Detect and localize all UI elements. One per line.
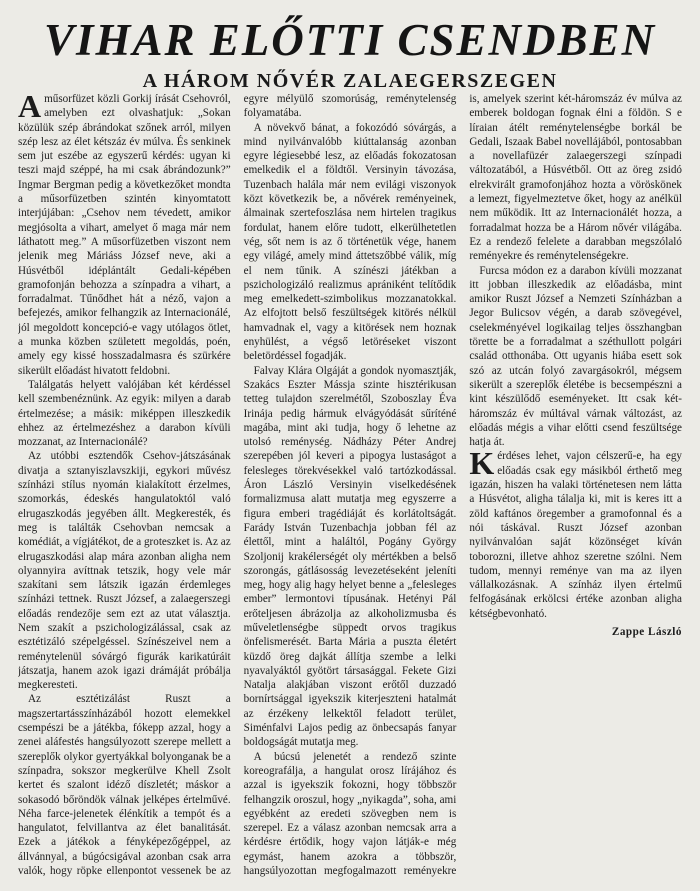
article-paragraph [18, 92, 231, 378]
article-paragraph: A növekvő bánat, a fokozódó sóvárgás, a mind nyilvánvalóbb kiúttalanság azonban egyre légiesebbé lesz, az előadás fokozatosan emelkedik el a földtől. Versinyin távozása, Tuzenbach halála már nem evilági viszonyok közt következik be, a nővérek reményeinek, álmainak szertefoszlása nem hirtelen tragikus fordulat, hanem előre tudott, elkerülhetetlen vég, sőt nem is az ő történetük vége, hanem egy világé, amely mind áttetszőbbé válik, míg el nem tűnik. A színészi játékban a pszichologizáló realizmus aprániként telítődik meg emelkedett-szimbolikus mozzanatokkal. Az elfojtott belső feszültségek kitörés nélkül hamvadnak el, vagy a kitörések nem hoznak enyhülést, a végső letöréseket viszont beletördéssel fogadják. [243, 121, 457, 363]
article-paragraph: Találgatás helyett valójában két kérdéssel kell szembenéznünk. Az egyik: milyen a darab értelmezése; a másik: miképpen illeszkedik ehhez az értelmezéshez a darabon kívüli mozzanat, az Internacionálé? [18, 378, 231, 449]
article-paragraph: A búcsú jelenetét a rendező szinte koreografálja, a hangulat orosz lírájához és azzal is igyekszik fokozni, hogy többször felhangzik oroszul, hogy „nyikagda”, soha, ami egyébként az eredeti szövegben nem is szerepel. Ez a válasz azonban nemcsak arra a kérdésre értődik, hogy vajon látják-e még egymást, hanem azokra a többször, hangsúlyozottan megfogalmazott reményekre is, amelyek szerint két-háromszáz év múlva az emberek boldogan fognak élni a földön. S e líraian átélt reménytelenségbe borkál be Gedali, Iszaak Babel novellájából, pontosabban a novellafüzér zalaegerszegi színpadi változatából, a Húsvétből. Ott az öreg zsidó elrekvirált gramofonjához hozta a vöröskönek a lemezt, figyelmeztetve őket, hogy az anélkül nem működik. Itt az Internacionálét hozza, a forradalmat hozza be a Három nővér világába. Ez a rendező felelete a darabban megszólaló reményekre és reménytelenségekre. [243, 93, 682, 878]
article-paragraph: Az esztétizálást Ruszt a magszertartásszínházából hozott elemekkel csempészi be a játékba, fókepp azzal, hogy a zenei aláfestés hangsúlyozott szerepe mellett a szereplők olykor gyertyákkal bolyonganak be a színpadra, sokszor megkerülve Khell Zsolt kertet és szalont idéző díszletét; máskor a sokasodó bőröndök válnak jelképes értelművé. Néha farce-jelenetek élénkítik a tempót és a hangulatot, felvillantva az élet banalitását. Ezek a játékok a fényképezőgéppel, az állvánnyal, a búgócsigával azonban csak arra valók, hogy röpke ellenpontot vessenek be az egyre mélyülő szomorúság, reménytelenség folyamatába. [18, 93, 457, 878]
author-signature: Zappe László [611, 625, 682, 638]
paragraph-text: műsorfüzet közli Gorkij írását Csehovról, amelyben ezt olvashatjuk: „Sokan közülük szép ábrándokat szőnek arról, milyen szép lesz az élet kétszáz év múlva. És senkinek sem jut eszébe az egyszerű kérdés: ugyan ki teszi majd széppé, ha mi csak ábrándozunk?” Ingmar Bergman pedig a következőket mondta a műsorfüzetben szintén kinyomtatott interjújában: „Csehov nem tévedett, amikor megjósolta a vihart, amelyet ő maga már nem láthatott meg.” A műsorfüzetben viszont nem jelenik meg Máriáss József neve, aki a Húsvétből idéplántált Gedali-képében gramofonján behozza a színpadra a vihart, a forradalmat. Tűnődhet hát a néző, vajon a befejezés, amikor felhangzik az Internacionálé, jól megoldott koncepció-e vagy utólagos ötlet, a munka közben született megoldás, poén, amely egy kissé hosszadalmasra és szürkére sikerült előadást hivatott feldobni. [18, 93, 231, 377]
article-body [18, 92, 682, 882]
drop-cap: K [469, 445, 495, 482]
article-paragraph: Furcsa módon ez a darabon kívüli mozzanat itt jobban illeszkedik az előadásba, mint amikor Ruszt József a Nemzeti Színházban a Jegor Bulicsov végén, a darab szövegével, cselekményével logikailag teljes összhangban törette be a forradalmat a széthullott polgári család otthonába. Ott ugyanis hiába esett sok szó az utcán folyó zavargásokról, mégsem sikerült a szereplők életébe is becsempészni a kint készülődő eseményeket. Itt csak két-háromszáz év múltával várnak változást, az előadás mégis a vihar előtti csend feszültsége hatja át. [469, 264, 682, 449]
article-paragraph: Az utóbbi esztendők Csehov-játszásának divatja a sztanyiszlavszkiji, egykori művész színházi stílus nyomán kialakított érzelmes, szomorkás, édeskés hangulatoktól való elrugaszkodás jegyében állt. Megkeresték, és meg is találták Csehovban nemcsak a komédiát, a vígjátékot, de a groteszket is. Az az elrugaszkodási alap mára azonban aligha nem olyannyira avíttnak tetszik, hogy vele már szakítani sem látszik igazán érdemleges színházi tettnek. Ruszt József, a zalaegerszegi előadás rendezője sem ezt az utat választja. Nem szakít a pszichologizálással, csak az esztétizáló szépelgéssel. Színészeivel nem a reménytelenül sóvárgó figurák karikatúráit játszatja, hanem azok igazi drámáját próbálja megkeresteti. [18, 450, 231, 692]
article-paragraph: Falvay Klára Olgáját a gondok nyomasztják, Szakács Eszter Mássja szinte hisztérikusan tetteg tulajdon szerelmétől, Szoboszlay Éva Irinája pedig hármuk elvágyódását sűríténé magába, mint aki tudja, hogy ő lehetne az utolsó reménység. Nádházy Péter Andrej szerepében jól keveri a pipogya lustaságot a felesleges törekvésekkel való tartózkodással. Áron László Versinyin viselkedésének formalizmusa alatt mutatja meg egyszerre a figura emberi tragédiáját és korlátoltságát. Farády István Tuzenbachja jobban fél az élettől, mint a haláltól, Pogány György Szoljonij krakélerségét oly mértékben a belső szorongás, gátlásosság levezetéseként jeleníti meg, hogy alig hagy helyet benne a „felesleges ember” lermontovi típusának. Hetényi Pál erőteljesen ábrázolja az alkoholizmusba és műveletlenségbe süppedt orvos tragikus önfelismerését. Barta Mária a puszta életért küzdő öreg dajkát állítja szembe a lelki nyavalyáktól gyötört társasággal. Fekete Gizi Natalja alakjában viszont erőtől duzzadó bornírtsággal igyekszik kiterjeszteni hatalmát az érzékeny lelkektől feladott terület, Siménfalvi Lajos pedig az önbecsapás fanyar boldogságát mutatja meg. [243, 364, 457, 749]
article-paragraph [469, 445, 682, 621]
paragraph-text: érdéses lehet, vajon célszerű-e, ha egy előadás csak egy másikból érthető meg igazán, hiszen ha valaki történetesen nem látta a Húsvétot, aligha tálalja ki, mit is keres itt a zöld kaftános öregember a gramofonnal és a nói táskával. Ruszt József azonban nyilvánvalóan saját közönséget kíván toborozni, illetve ahhoz szeretne szólni. Nem tudom, mennyi reménye van ma az ilyen vállalkozásnak. A színház ilyen értelmű felfogásának erkölcsi értéke azonban aligha kétségbevonható. [469, 450, 682, 620]
article-subtitle: A HÁROM NŐVÉR ZALAEGERSZEGEN [142, 70, 558, 92]
drop-cap: A [18, 92, 42, 124]
article-title: VIHAR ELŐTTI CSENDBEN [43, 15, 657, 65]
